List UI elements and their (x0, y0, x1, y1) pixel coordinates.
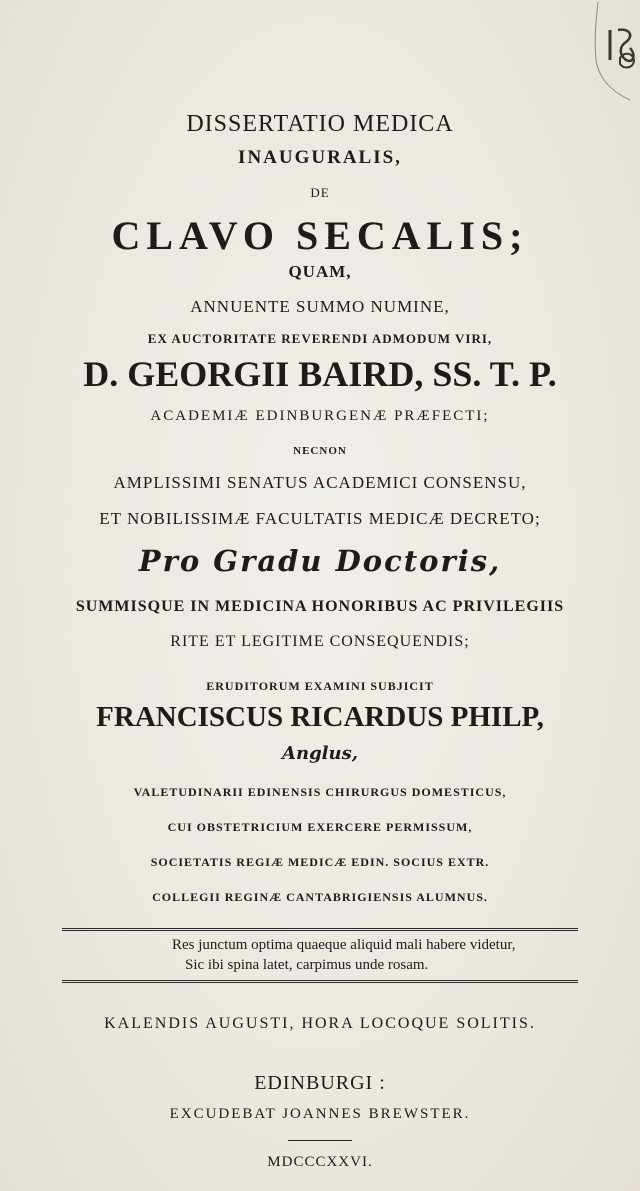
heading-dissertatio: DISSERTATIO MEDICA (186, 111, 454, 137)
defense-date-line: KALENDIS AUGUSTI, HORA LOCOQUE SOLITIS. (104, 1015, 536, 1032)
author-credential-2: CUI OBSTETRICIUM EXERCERE PERMISSUM, (167, 820, 473, 834)
line-summisque: SUMMISQUE IN MEDICINA HONORIBUS AC PRIVILEGIIS (75, 598, 565, 615)
line-quam: QUAM, (288, 262, 352, 281)
author-credential-4: COLLEGII REGINÆ CANTABRIGIENSIS ALUMNUS. (152, 890, 488, 904)
motto-rule-top (62, 928, 578, 931)
imprint-year: MDCCCXXVI. (267, 1154, 373, 1170)
line-rite: RITE ET LEGITIME CONSEQUENDIS; (170, 633, 470, 650)
line-pro-gradu-doctoris: Pro Gradu Doctoris, (138, 544, 502, 578)
imprint-city: EDINBURGI : (254, 1072, 386, 1094)
line-necnon: NECNON (293, 445, 347, 457)
handwritten-shelf-mark (590, 0, 640, 105)
author-nationality: Anglus, (282, 743, 358, 764)
motto-line-1: Res junctum optima quaeque aliquid mali habere videtur, (172, 937, 516, 953)
imprint-printer: EXCUDEBAT JOANNES BREWSTER. (169, 1106, 471, 1122)
line-amplissimi: AMPLISSIMI SENATUS ACADEMICI CONSENSU, (113, 473, 527, 492)
dissertation-subject: CLAVO SECALIS; (111, 213, 529, 258)
motto-rule-bottom (62, 980, 578, 983)
line-ex-auctoritate: EX AUCTORITATE REVERENDI ADMODUM VIRI, (147, 331, 493, 346)
author-credential-3: SOCIETATIS REGIÆ MEDICÆ EDIN. SOCIUS EXTR. (150, 855, 490, 869)
rector-name: D. GEORGII BAIRD, SS. T. P. (83, 354, 557, 394)
author-credential-1: VALETUDINARII EDINENSIS CHIRURGUS DOMESTICUS, (133, 785, 507, 799)
line-et-nobilissimae: ET NOBILISSIMÆ FACULTATIS MEDICÆ DECRETO; (99, 509, 541, 528)
line-academiae: ACADEMIÆ EDINBURGENÆ PRÆFECTI; (150, 408, 490, 424)
heading-inauguralis: INAUGURALIS, (238, 147, 402, 168)
line-annuente: ANNUENTE SUMMO NUMINE, (190, 297, 450, 316)
motto-line-2: Sic ibi spina latet, carpimus unde rosam. (185, 957, 429, 973)
author-name: FRANCISCUS RICARDUS PHILP, (96, 701, 544, 733)
imprint-divider (288, 1140, 352, 1141)
heading-de: DE (310, 185, 330, 200)
line-eruditorum: ERUDITORUM EXAMINI SUBJICIT (206, 679, 434, 693)
